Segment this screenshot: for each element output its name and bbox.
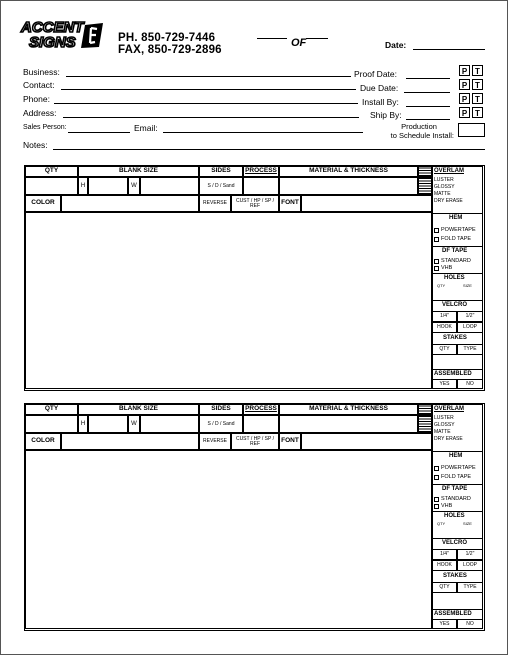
stakes-label: STAKES [443,573,467,579]
production-box[interactable] [458,123,485,137]
of-label: OF [291,37,307,49]
df-tape-label: DF TAPE [442,486,468,492]
qty-field[interactable] [25,177,78,195]
phone-fax-block [118,32,222,56]
font-label: FONT [279,433,301,450]
due-date-field[interactable] [404,92,450,93]
stakes-type[interactable]: TYPE [457,344,483,355]
material-header: MATERIAL & THICKNESS [279,404,418,415]
qty-field[interactable] [25,415,78,433]
velcro-hook[interactable]: HOOK [432,322,457,333]
due-date-label: Due Date: [360,83,399,93]
date-field[interactable] [413,49,485,50]
proof-date-field[interactable] [406,78,450,79]
velcro-loop[interactable]: LOOP [457,322,483,333]
fold-tape-option[interactable]: FOLD TAPE [434,236,471,242]
order-form-1 [24,165,485,391]
contact-field[interactable] [61,89,356,90]
design-area[interactable] [25,212,432,389]
stakes-label: STAKES [443,335,467,341]
cust-options[interactable]: CUST / HP / SP / REF [231,195,279,212]
h-field[interactable] [88,415,128,433]
assembled-yes[interactable]: YES [432,619,457,629]
h-field[interactable] [88,177,128,195]
font-label: FONT [279,195,301,212]
overlam-swatch-2 [418,415,432,433]
hem-label: HEM [449,453,463,459]
sides-header: SIDES [199,166,243,177]
overlam-options[interactable]: LUSTER GLOSSY MATTE DRY ERASE [434,415,463,442]
material-field[interactable] [279,177,418,195]
production-label: Production to Schedule Install: [390,122,454,140]
email-label: Email: [134,123,158,133]
stakes-qty[interactable]: QTY [432,344,457,355]
sides-header: SIDES [199,404,243,415]
proof-t-box[interactable]: T [472,65,483,76]
h-label: H [78,177,88,195]
svg-text:SIGNS: SIGNS [29,34,76,51]
color-label: COLOR [25,195,61,212]
velcro-half[interactable]: 1/2" [457,311,483,322]
vhb-option[interactable]: VHB [434,503,452,509]
stakes-qty[interactable]: QTY [432,582,457,593]
due-p-box[interactable]: P [459,79,470,90]
stakes-type[interactable]: TYPE [457,582,483,593]
process-field[interactable] [243,177,279,195]
reverse-option[interactable]: REVERSE [199,195,231,212]
overlam-swatch [418,404,432,415]
velcro-half[interactable]: 1/2" [457,549,483,560]
w-label: W [128,415,140,433]
powertape-option[interactable]: POWERTAPE [434,465,476,471]
overlam-swatch [418,166,432,177]
font-field[interactable] [301,195,432,212]
assembled-label: ASSEMBLED [434,371,472,377]
process-field[interactable] [243,415,279,433]
process-header: PROCESS [243,166,279,177]
phone-field[interactable] [54,103,358,104]
w-field[interactable] [140,415,199,433]
velcro-quarter[interactable]: 1/4" [432,311,457,322]
fold-tape-option[interactable]: FOLD TAPE [434,474,471,480]
holes-label: HOLES [444,275,465,281]
h-label: H [78,415,88,433]
notes-field[interactable] [53,149,485,150]
install-by-field[interactable] [406,106,450,107]
order-form-2 [24,403,485,631]
hem-label: HEM [449,215,463,221]
color-label: COLOR [25,433,61,450]
sales-person-field[interactable] [68,132,130,133]
date-label: Date: [385,40,407,50]
assembled-yes[interactable]: YES [432,379,457,389]
due-t-box[interactable]: T [472,79,483,90]
ship-p-box[interactable]: P [459,107,470,118]
page-total-line[interactable] [306,38,328,39]
svg-text:ACCENT: ACCENT [21,19,84,36]
w-label: W [128,177,140,195]
material-field[interactable] [279,415,418,433]
sides-options[interactable]: S / D / Sand [199,415,243,433]
cust-options[interactable]: CUST / HP / SP / REF [231,433,279,450]
overlam-swatch-2 [418,177,432,195]
holes-size-label: SIZE [463,283,472,288]
overlam-label: OVERLAM [434,168,464,174]
blank-size-header: BLANK SIZE [78,404,199,415]
business-label: Business: [23,67,60,77]
phone-number: PH. 850-729-7446 [118,32,216,44]
sides-options[interactable]: S / D / Sand [199,177,243,195]
w-field[interactable] [140,177,199,195]
standard-option[interactable]: STANDARD [434,258,471,264]
install-p-box[interactable]: P [459,93,470,104]
contact-label: Contact: [23,80,55,90]
qty-header: QTY [25,166,78,177]
powertape-option[interactable]: POWERTAPE [434,227,476,233]
standard-option[interactable]: STANDARD [434,496,471,502]
holes-qty-label: QTY [437,283,446,288]
overlam-label: OVERLAM [434,406,464,412]
address-field[interactable] [63,117,359,118]
assembled-no[interactable]: NO [457,619,483,629]
velcro-label: VELCRO [442,540,468,546]
assembled-no[interactable]: NO [457,379,483,389]
assembled-label: ASSEMBLED [434,611,472,617]
holes-size-label: SIZE [463,521,472,526]
proof-p-box[interactable]: P [459,65,470,76]
reverse-option[interactable]: REVERSE [199,433,231,450]
velcro-loop[interactable]: LOOP [457,560,483,571]
accent-signs-logo [19,17,109,51]
font-field[interactable] [301,433,432,450]
velcro-quarter[interactable]: 1/4" [432,549,457,560]
sales-person-label: Sales Person: [23,124,67,131]
page-number-line[interactable] [257,38,287,39]
ship-t-box[interactable]: T [472,107,483,118]
df-tape-label: DF TAPE [442,248,468,254]
blank-size-header: BLANK SIZE [78,166,199,177]
overlam-options[interactable]: LUSTER GLOSSY MATTE DRY ERASE [434,177,463,204]
color-field[interactable] [61,195,199,212]
business-field[interactable] [66,76,351,77]
holes-qty-label: QTY [437,521,446,526]
design-area[interactable] [25,450,432,629]
color-field[interactable] [61,433,199,450]
velcro-hook[interactable]: HOOK [432,560,457,571]
material-header: MATERIAL & THICKNESS [279,166,418,177]
install-t-box[interactable]: T [472,93,483,104]
fax-number: FAX, 850-729-2896 [118,44,222,56]
phone-label: Phone: [23,94,50,104]
vhb-option[interactable]: VHB [434,265,452,271]
address-label: Address: [23,108,57,118]
holes-label: HOLES [444,513,465,519]
notes-label: Notes: [23,140,48,150]
email-field[interactable] [163,132,363,133]
proof-date-label: Proof Date: [354,69,397,79]
qty-header: QTY [25,404,78,415]
install-by-label: Install By: [362,97,399,107]
velcro-label: VELCRO [442,302,468,308]
ship-by-label: Ship By: [370,110,402,120]
process-header: PROCESS [243,404,279,415]
ship-by-field[interactable] [406,119,450,120]
